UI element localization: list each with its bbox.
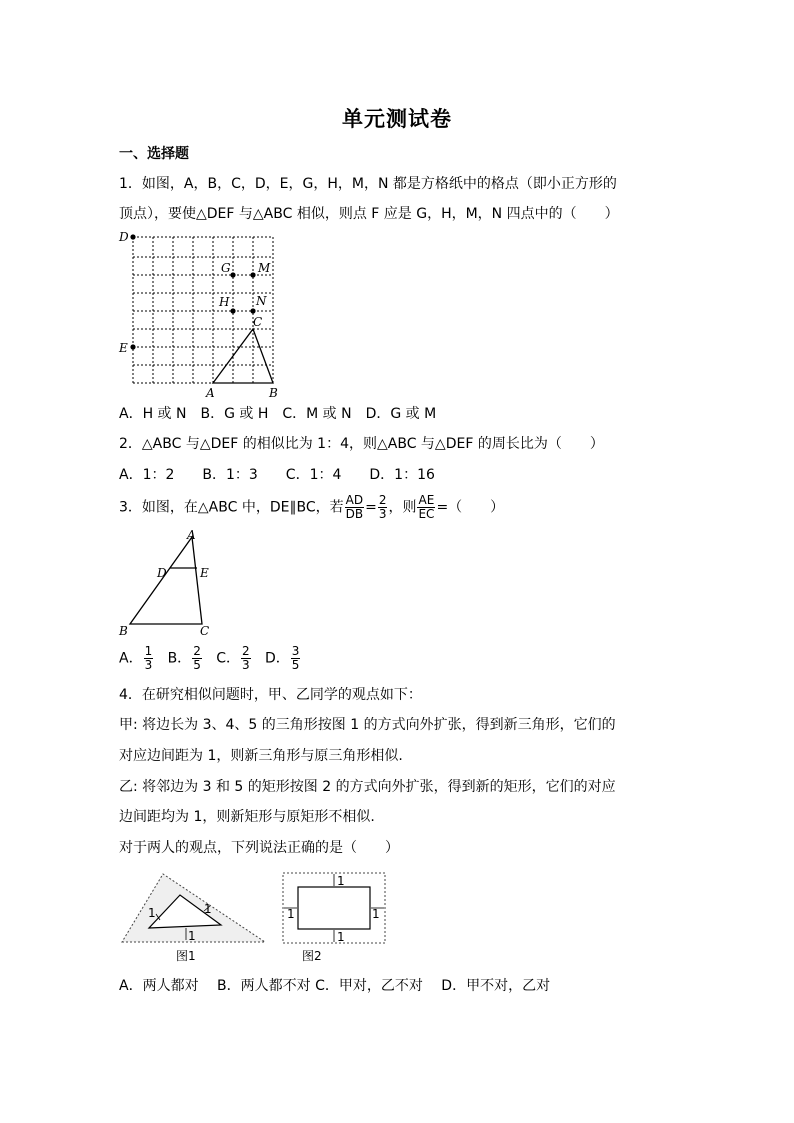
frac-den: 3 — [378, 507, 387, 521]
label-m: M — [258, 261, 271, 275]
gap-label: 1 — [204, 902, 212, 916]
q4-line2: 甲: 将边长为 3、4、5 的三角形按图 1 的方式向外扩张，得到新三角形，它们的 — [119, 717, 616, 733]
figure-1-caption: 图1 — [176, 949, 196, 963]
figure-2-caption: 图2 — [302, 949, 322, 963]
q1-grid-figure — [115, 226, 290, 401]
point-d — [130, 234, 135, 239]
label-a: A — [187, 528, 196, 542]
q3-triangle-figure — [115, 528, 225, 640]
page-title: 单元测试卷 — [342, 107, 452, 131]
q3-option-a: A． — [119, 650, 143, 667]
fraction-1-3 — [144, 645, 154, 672]
label-d: D — [157, 566, 167, 580]
section-heading: 一、选择题 — [119, 146, 189, 162]
q3-option-b: B． — [167, 650, 192, 667]
q3-pre: 3．如图，在△ABC 中，DE∥BC，若 — [119, 499, 344, 516]
q3-post: =（ ） — [436, 499, 505, 516]
point-e — [130, 344, 135, 349]
gap-label: 1 — [188, 929, 196, 943]
label-e: E — [200, 566, 209, 580]
q4-figure-2 — [278, 868, 390, 964]
point-m — [250, 272, 255, 277]
q2-line1: 2．△ABC 与△DEF 的相似比为 1：4，则△ABC 与△DEF 的周长比为（ ） — [119, 436, 604, 452]
q2-options: A．1：2 B．1：3 C．1：4 D．1：16 — [119, 467, 435, 483]
q4-line1: 4．在研究相似问题时，甲、乙同学的观点如下： — [119, 687, 422, 703]
point-h — [230, 308, 235, 313]
label-e: E — [119, 341, 128, 355]
frac-den: 3 — [144, 658, 153, 672]
triangle-abc — [213, 329, 273, 383]
label-a: A — [206, 386, 215, 400]
label-n: N — [256, 294, 267, 308]
fraction-ae-ec — [417, 494, 435, 521]
q1-line1: 1．如图，A，B，C，D，E，G，H，M，N 都是方格纸中的格点（即小正方形的 — [119, 176, 617, 192]
label-b: B — [119, 624, 128, 638]
frac-den: DB — [345, 507, 364, 521]
q4-figure-1 — [118, 868, 268, 964]
label-c: C — [253, 315, 263, 329]
point-g — [230, 272, 235, 277]
frac-num: AE — [418, 493, 435, 507]
label-b: B — [269, 386, 278, 400]
inner-rectangle — [298, 887, 370, 929]
frac-den: 5 — [291, 658, 300, 672]
frac-num: 3 — [291, 644, 300, 658]
q3-option-d: D． — [264, 650, 290, 667]
point-n — [250, 308, 255, 313]
q4-options: A．两人都对 B．两人都不对 C．甲对，乙不对 D．甲不对，乙对 — [119, 978, 551, 994]
q3-eq: = — [365, 499, 377, 516]
q1-options: A．H 或 N B．G 或 H C．M 或 N D．G 或 M — [119, 406, 437, 422]
q3-line1 — [119, 494, 504, 521]
frac-num: AD — [345, 493, 364, 507]
q3-option-c: C． — [216, 650, 240, 667]
q1-line2: 顶点），要使△DEF 与△ABC 相似，则点 F 应是 G，H，M，N 四点中的（ ） — [119, 206, 619, 222]
fraction-ad-db — [345, 494, 364, 521]
q3-options — [119, 645, 301, 672]
label-h: H — [219, 295, 230, 309]
gap-label: 1 — [287, 907, 295, 921]
frac-num: 1 — [144, 644, 153, 658]
label-c: C — [200, 624, 210, 638]
frac-num: 2 — [378, 493, 387, 507]
fraction-2-3 — [378, 494, 388, 521]
frac-den: 3 — [241, 658, 250, 672]
frac-num: 2 — [193, 644, 201, 658]
q4-line6: 对于两人的观点，下列说法正确的是（ ） — [119, 840, 399, 856]
fraction-2-5 — [192, 645, 202, 672]
q4-line3: 对应边间距为 1，则新三角形与原三角形相似. — [119, 748, 403, 764]
frac-den: 5 — [193, 658, 201, 672]
gap-label: 1 — [148, 906, 156, 920]
fraction-3-5 — [291, 645, 301, 672]
q4-line4: 乙: 将邻边为 3 和 5 的矩形按图 2 的方式向外扩张，得到新的矩形，它们的对应 — [119, 779, 616, 795]
q3-mid: ，则 — [388, 499, 417, 516]
q4-line5: 边间距均为 1，则新矩形与原矩形不相似. — [119, 809, 375, 825]
frac-num: 2 — [241, 644, 250, 658]
gap-label: 1 — [337, 930, 345, 944]
fraction-2-3 — [241, 645, 251, 672]
triangle-abc — [130, 537, 202, 624]
frac-den: EC — [418, 507, 435, 521]
label-g: G — [221, 261, 231, 275]
gap-label: 1 — [337, 874, 345, 888]
gap-label: 1 — [372, 907, 380, 921]
label-d: D — [119, 230, 129, 244]
